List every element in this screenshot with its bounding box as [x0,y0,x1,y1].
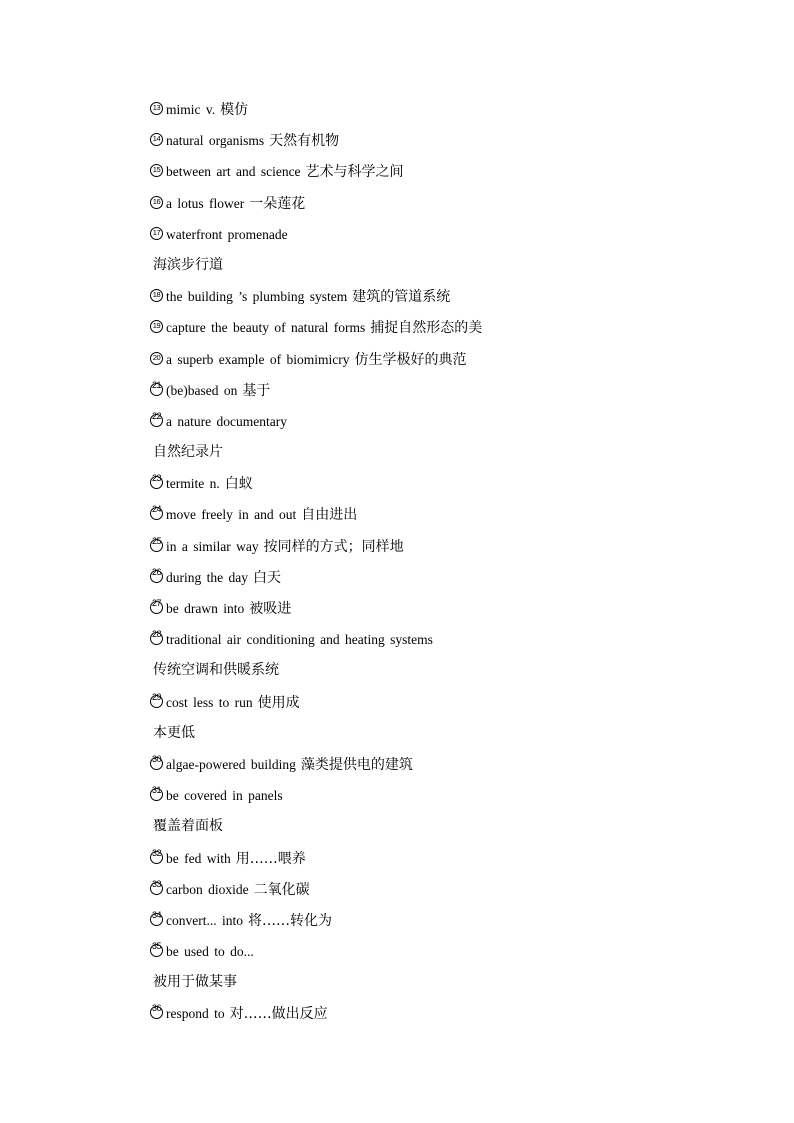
vocab-entry [150,687,710,718]
english-term: respond to [166,1006,225,1022]
chinese-translation: 艺术与科学之间 [305,164,404,181]
vocab-entry [150,312,710,343]
circled-number [150,132,165,147]
circled-number [150,566,165,584]
chinese-translation: 自由进出 [301,507,358,524]
circled-number [150,535,165,553]
english-term: between art and science [166,164,301,180]
chinese-translation: 对……做出反应 [229,1006,328,1023]
circled-number [150,631,165,646]
vocab-entry-continuation [150,437,710,468]
vocab-entry-continuation [150,655,710,686]
vocab-entry [150,874,710,905]
english-term: mimic v. [166,102,216,117]
english-term: during the day [166,569,248,585]
entry-number: 25 [152,535,162,546]
chinese-translation: 藻类提供电的建筑 [300,756,413,773]
entry-number: 21 [152,379,162,390]
circled-number [150,878,165,896]
vocab-entry [150,94,710,125]
entry-number: 30 [152,753,162,764]
circled-number [150,351,165,366]
circled-number [150,691,165,709]
chinese-translation: 捕捉自然形态的美 [370,320,483,337]
chinese-translation: 用……喂养 [235,850,306,867]
chinese-translation: 海滨步行道 [153,256,223,273]
entry-number: 29 [152,691,162,702]
circled-number [150,101,165,116]
chinese-translation: 仿生学极好的典范 [354,351,467,368]
english-term: waterfront promenade [166,226,288,242]
english-term: the building ’s plumbing system [166,289,348,305]
entry-number: 13 [152,103,161,112]
english-term: algae-powered building [166,756,296,772]
english-term: be covered in panels [166,788,283,804]
circled-number [150,163,165,178]
entry-number: 22 [152,410,162,421]
entry-number: 18 [152,290,161,300]
vocab-entry [150,749,710,780]
vocab-entry [150,156,710,187]
entry-number: 17 [152,227,161,237]
circled-number [150,1005,165,1020]
vocab-entry [150,624,710,655]
english-term: (be)based on [166,382,238,398]
entry-number: 34 [152,909,162,920]
vocab-entry [150,281,710,312]
entry-number: 26 [152,566,162,577]
circled-number [150,379,165,397]
english-term: carbon dioxide [166,881,249,897]
english-term: move freely in and out [166,507,297,523]
chinese-translation: 一朵莲花 [249,195,306,212]
chinese-translation: 被吸进 [249,601,292,617]
vocab-entry [150,406,710,437]
chinese-translation: 按同样的方式；同样地 [263,538,404,555]
vocab-entry [150,188,710,219]
vocab-entry [150,468,710,499]
circled-number [150,847,165,865]
chinese-translation: 自然纪录片 [153,444,223,461]
vocab-entry-continuation [150,811,710,842]
chinese-translation: 覆盖着面板 [153,818,223,835]
circled-number [150,288,165,303]
chinese-translation: 被用于做某事 [153,974,237,991]
circled-number [150,600,165,615]
chinese-translation: 白蚁 [224,476,253,493]
chinese-translation: 二氧化碳 [253,881,310,898]
entry-number: 32 [152,847,162,858]
vocab-entry [150,998,710,1029]
english-term: a superb example of biomimicry [166,351,350,367]
circled-number [150,195,165,210]
entry-number: 36 [152,1003,162,1014]
vocab-entry [150,531,710,562]
chinese-translation: 将……转化为 [247,912,332,929]
vocab-entry [150,125,710,156]
chinese-translation: 使用成 [257,694,300,711]
english-term: cost less to run [166,694,253,710]
chinese-translation: 模仿 [220,102,249,118]
circled-number [150,226,165,241]
vocab-entry [150,843,710,874]
circled-number [150,506,165,521]
entry-number: 27 [152,598,162,608]
english-term: capture the beauty of natural forms [166,320,366,336]
entry-number: 33 [152,878,162,889]
entry-number: 16 [152,196,161,206]
english-term: be drawn into [166,601,245,616]
chinese-translation: 传统空调和供暖系统 [153,662,279,679]
circled-number [150,475,165,490]
english-term: a lotus flower [166,195,245,211]
vocab-entry-continuation [150,718,710,749]
english-term: a nature documentary [166,413,287,429]
entry-number: 24 [152,504,162,515]
english-term: in a similar way [166,538,259,554]
circled-number [150,787,165,802]
vocab-entry [150,593,710,624]
chinese-translation: 本更低 [153,724,195,741]
chinese-translation: 建筑的管道系统 [352,289,451,306]
english-term: convert... into [166,912,243,928]
circled-number [150,319,165,334]
vocab-entry [150,344,710,375]
vocabulary-list [150,94,710,1030]
entry-number: 31 [152,785,162,796]
circled-number [150,753,165,771]
vocab-entry [150,219,710,250]
circled-number [150,943,165,958]
english-term: be used to do... [166,944,254,960]
vocab-entry-continuation [150,250,710,281]
vocab-entry-continuation [150,967,710,998]
vocab-entry [150,375,710,406]
entry-number: 23 [152,473,162,484]
entry-number: 19 [152,321,161,331]
english-term: traditional air conditioning and heating systems [166,632,433,648]
chinese-translation: 白天 [252,569,281,586]
entry-number: 14 [152,134,161,144]
vocab-entry [150,780,710,811]
entry-number: 15 [152,165,161,175]
circled-number [150,410,165,428]
chinese-translation: 基于 [242,382,271,399]
english-term: termite n. [166,476,220,492]
entry-number: 28 [152,629,162,640]
vocab-entry [150,905,710,936]
entry-number: 35 [152,941,162,952]
vocab-entry [150,936,710,967]
english-term: natural organisms [166,133,265,149]
chinese-translation: 天然有机物 [269,133,340,150]
entry-number: 20 [152,352,161,362]
vocab-entry [150,499,710,530]
english-term: be fed with [166,850,231,866]
circled-number [150,909,165,927]
vocab-entry [150,562,710,593]
